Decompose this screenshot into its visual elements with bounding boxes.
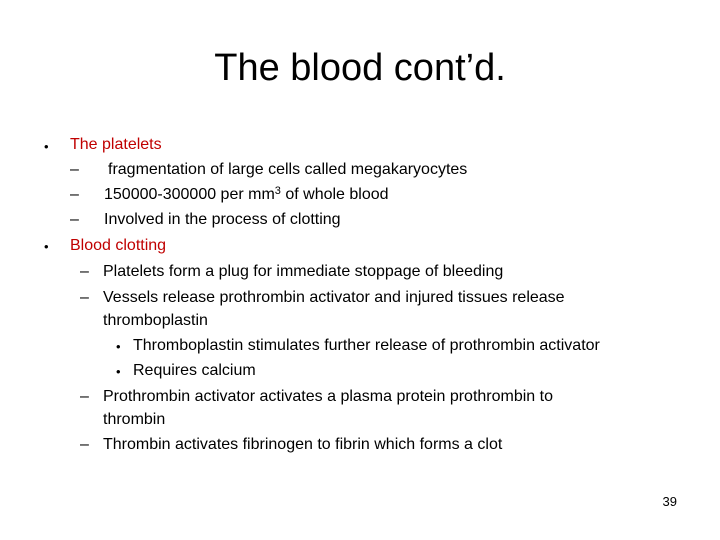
bullet-glyph: • bbox=[44, 139, 49, 154]
list-item: Prothrombin activator activates a plasma protein prothrombin to bbox=[103, 388, 553, 405]
section-heading-clotting: Blood clotting bbox=[70, 237, 167, 254]
list-item: fragmentation of large cells called megakaryocytes bbox=[108, 161, 468, 178]
dash-glyph: – bbox=[80, 263, 89, 280]
list-item: 150000-300000 per $mm^3$ of whole blood bbox=[104, 185, 389, 203]
list-item: Thrombin activates fibrinogen to fibrin which forms a clot bbox=[103, 436, 503, 453]
list-item-continuation: thromboplastin bbox=[103, 312, 208, 329]
dash-glyph: – bbox=[80, 388, 89, 405]
list-item: Platelets form a plug for immediate stoppage of bleeding bbox=[103, 263, 504, 280]
dash-glyph: – bbox=[80, 289, 89, 306]
page-number: 39 bbox=[662, 494, 677, 509]
sub-list-item: Thromboplastin stimulates further release of prothrombin activator bbox=[133, 337, 600, 354]
sub-bullet-glyph: • bbox=[116, 364, 121, 379]
list-item-continuation: thrombin bbox=[103, 411, 166, 428]
sub-list-item: Requires calcium bbox=[133, 362, 256, 379]
section-heading-platelets: The platelets bbox=[70, 136, 162, 153]
slide-title: The blood cont’d. bbox=[214, 47, 506, 89]
sub-bullet-glyph: • bbox=[116, 339, 121, 354]
list-item: Vessels release prothrombin activator and injured tissues release bbox=[103, 289, 565, 306]
bullet-glyph: • bbox=[44, 239, 49, 254]
dash-glyph: – bbox=[80, 436, 89, 453]
dash-glyph: – bbox=[70, 186, 79, 203]
list-item: Involved in the process of clotting bbox=[104, 211, 341, 228]
dash-glyph: – bbox=[70, 211, 79, 228]
dash-glyph: – bbox=[70, 161, 79, 178]
